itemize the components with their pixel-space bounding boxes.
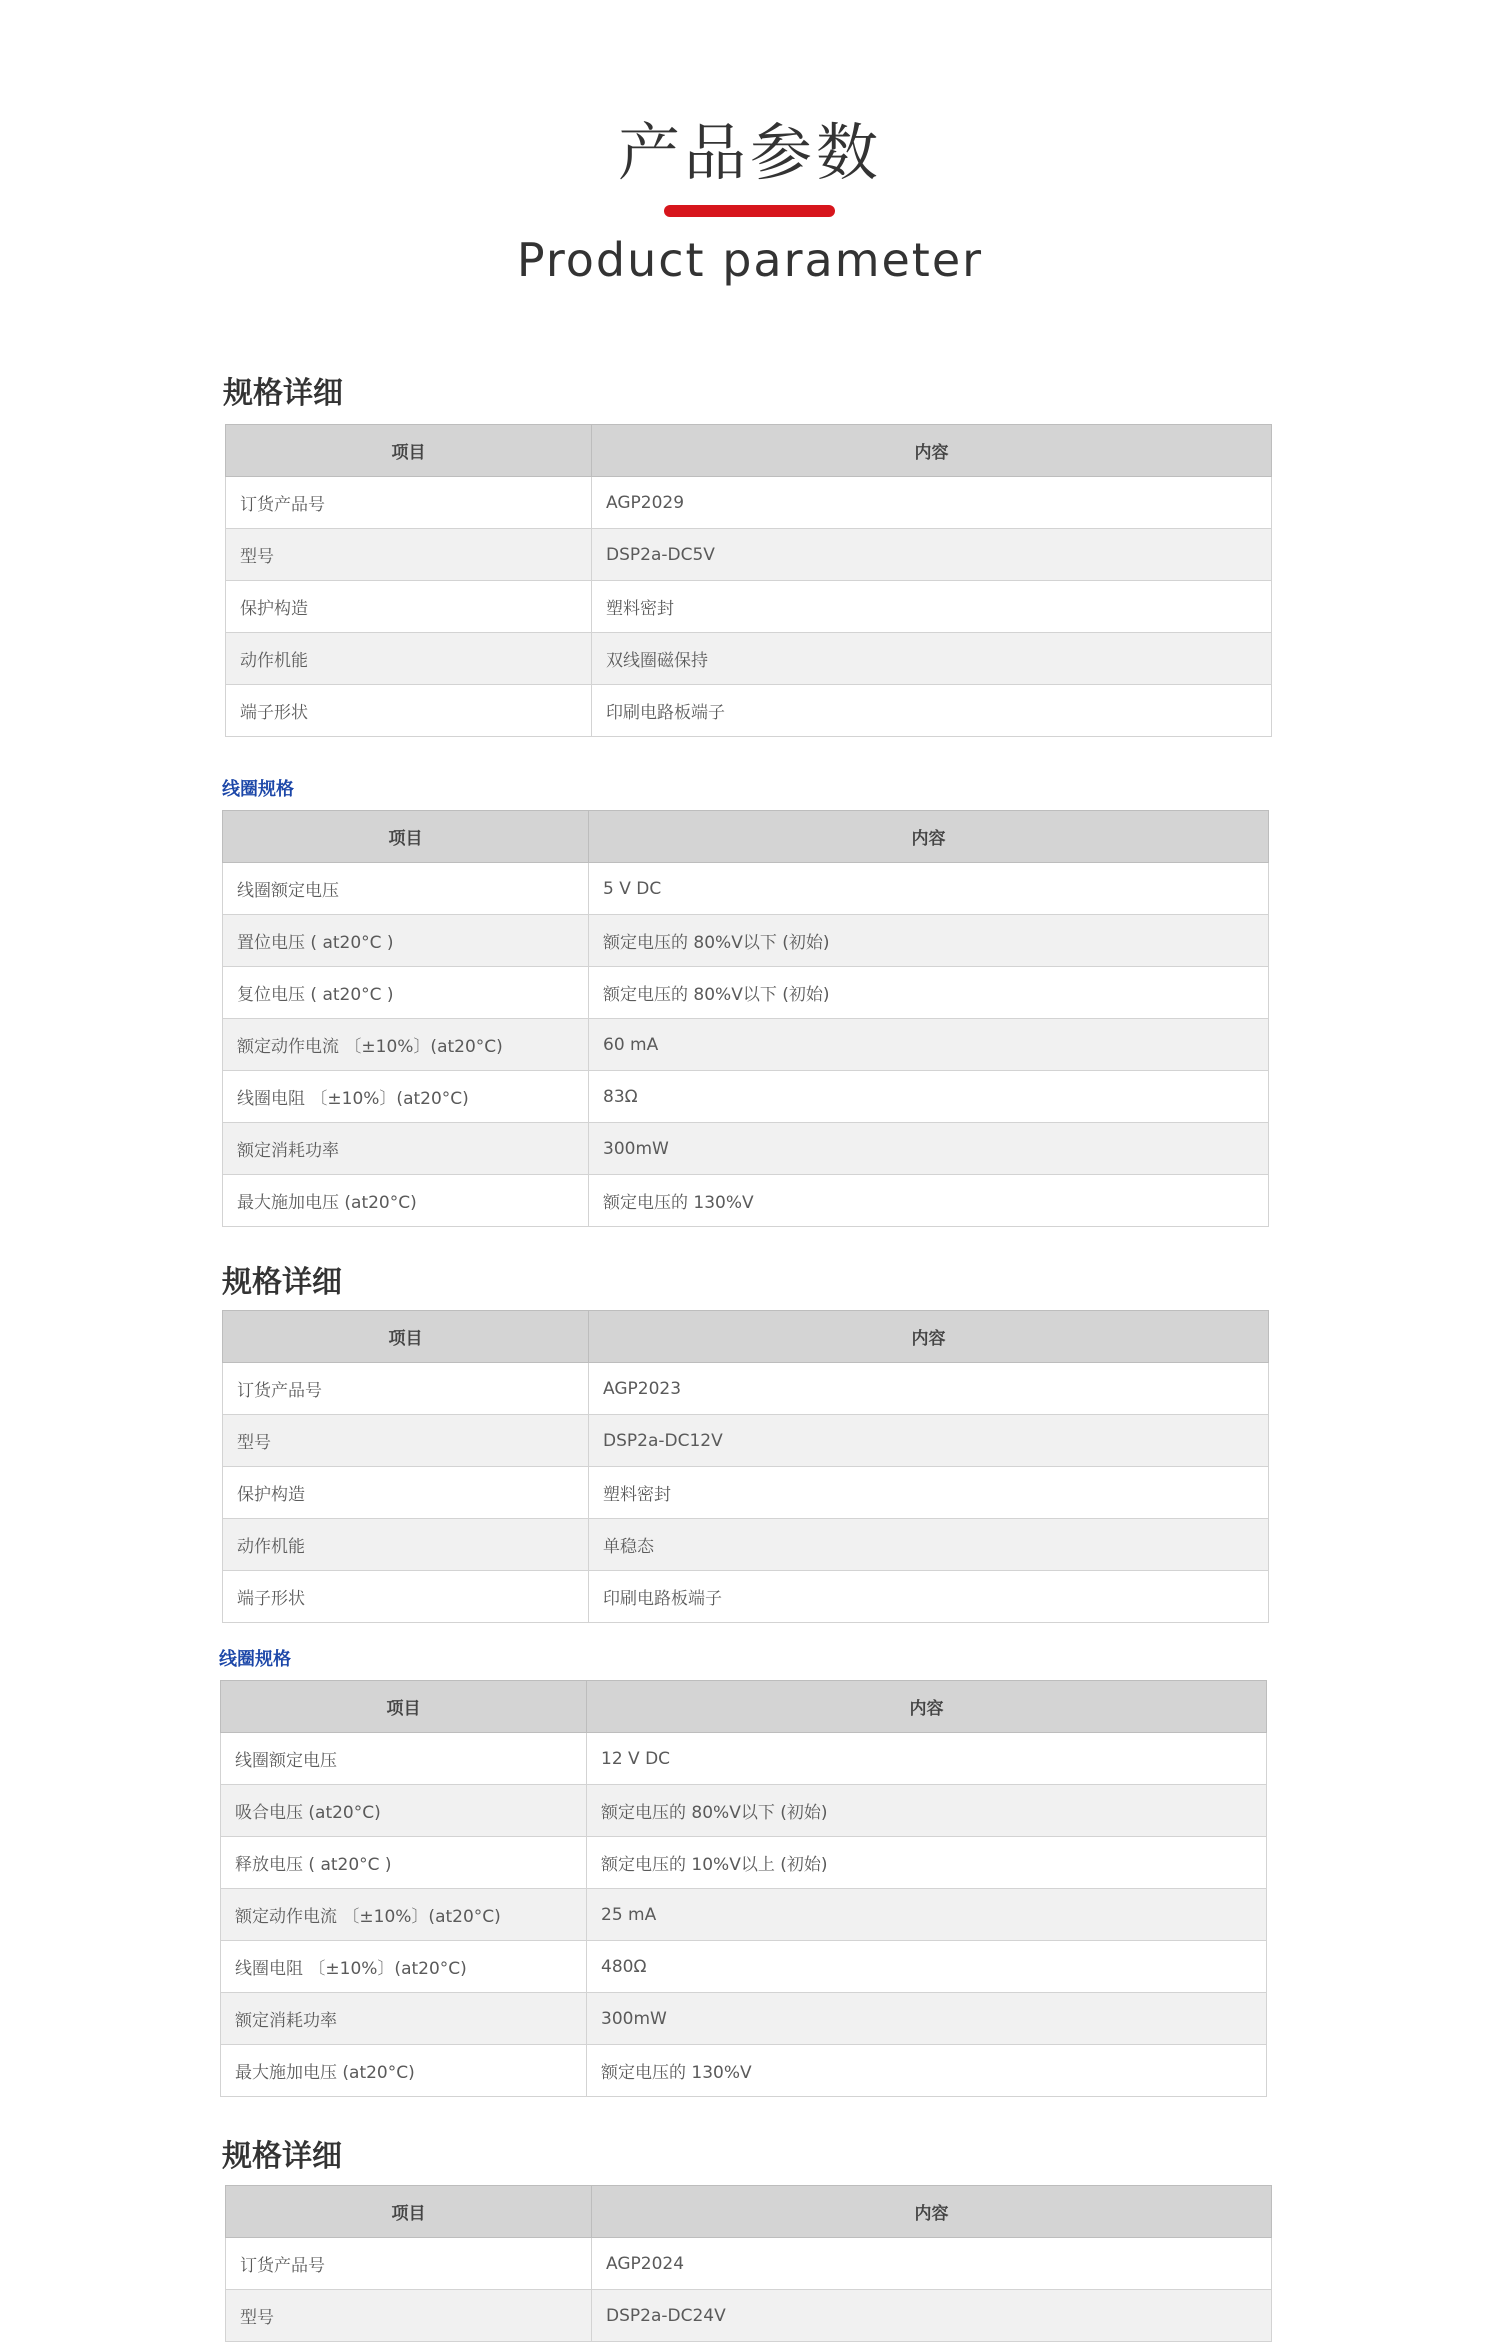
- item-cell: 型号: [226, 529, 592, 581]
- column-header-item: 项目: [226, 2186, 592, 2238]
- item-cell: 保护构造: [226, 581, 592, 633]
- item-cell: 额定动作电流 〔±10%〕(at20°C): [223, 1019, 589, 1071]
- table-row: [221, 1941, 1267, 1993]
- table-row: [226, 685, 1272, 737]
- content-cell: 300mW: [589, 1123, 1269, 1175]
- content-cell: 塑料密封: [589, 1467, 1269, 1519]
- coil-table: [222, 810, 1269, 1227]
- table-row: [223, 1019, 1269, 1071]
- content-cell: AGP2023: [589, 1363, 1269, 1415]
- table-row: [221, 1785, 1267, 1837]
- title-underline: [664, 205, 835, 217]
- content-cell: 额定电压的 130%V: [587, 2045, 1267, 2097]
- table-row: [223, 967, 1269, 1019]
- column-header-item: 项目: [226, 425, 592, 477]
- item-cell: 线圈电阻 〔±10%〕(at20°C): [221, 1941, 587, 1993]
- coil-table: [220, 1680, 1267, 2097]
- item-cell: 置位电压 ( at20°C ): [223, 915, 589, 967]
- content-cell: DSP2a-DC24V: [592, 2290, 1272, 2342]
- column-header-content: 内容: [589, 1311, 1269, 1363]
- content-cell: 双线圈磁保持: [592, 633, 1272, 685]
- column-header-content: 内容: [587, 1681, 1267, 1733]
- spec-table: [225, 2185, 1272, 2342]
- item-cell: 线圈额定电压: [221, 1733, 587, 1785]
- content-cell: DSP2a-DC12V: [589, 1415, 1269, 1467]
- coil-heading: 线圈规格: [222, 779, 294, 800]
- item-cell: 额定动作电流 〔±10%〕(at20°C): [221, 1889, 587, 1941]
- content-cell: 印刷电路板端子: [592, 685, 1272, 737]
- table-row: [223, 915, 1269, 967]
- item-cell: 额定消耗功率: [221, 1993, 587, 2045]
- content-cell: 60 mA: [589, 1019, 1269, 1071]
- table-row: [221, 1889, 1267, 1941]
- content-cell: 印刷电路板端子: [589, 1571, 1269, 1623]
- content-cell: 83Ω: [589, 1071, 1269, 1123]
- content-cell: 5 V DC: [589, 863, 1269, 915]
- column-header-item: 项目: [223, 811, 589, 863]
- content-cell: AGP2029: [592, 477, 1272, 529]
- content-cell: DSP2a-DC5V: [592, 529, 1272, 581]
- content-cell: 单稳态: [589, 1519, 1269, 1571]
- item-cell: 最大施加电压 (at20°C): [223, 1175, 589, 1227]
- table-row: [226, 2238, 1272, 2290]
- table-row: [221, 1733, 1267, 1785]
- content-cell: 额定电压的 80%V以下 (初始): [589, 967, 1269, 1019]
- item-cell: 保护构造: [223, 1467, 589, 1519]
- content-cell: 12 V DC: [587, 1733, 1267, 1785]
- spec-table: [225, 424, 1272, 737]
- item-cell: 订货产品号: [226, 2238, 592, 2290]
- content-cell: 额定电压的 80%V以下 (初始): [589, 915, 1269, 967]
- item-cell: 端子形状: [223, 1571, 589, 1623]
- content-cell: 480Ω: [587, 1941, 1267, 1993]
- item-cell: 型号: [223, 1415, 589, 1467]
- table-row: [226, 633, 1272, 685]
- column-header-content: 内容: [592, 2186, 1272, 2238]
- page-subtitle: Product parameter: [516, 233, 984, 287]
- spec-heading: 规格详细: [222, 2139, 342, 2174]
- table-row: [226, 529, 1272, 581]
- table-row: [226, 581, 1272, 633]
- table-row: [221, 1993, 1267, 2045]
- item-cell: 线圈电阻 〔±10%〕(at20°C): [223, 1071, 589, 1123]
- item-cell: 额定消耗功率: [223, 1123, 589, 1175]
- page-title: 产品参数: [617, 116, 882, 189]
- content-cell: 塑料密封: [592, 581, 1272, 633]
- item-cell: 动作机能: [226, 633, 592, 685]
- table-row: [223, 1571, 1269, 1623]
- spec-heading: 规格详细: [223, 376, 343, 411]
- content-cell: 额定电压的 130%V: [589, 1175, 1269, 1227]
- table-row: [223, 1415, 1269, 1467]
- content-cell: 25 mA: [587, 1889, 1267, 1941]
- table-row: [226, 2290, 1272, 2342]
- content-cell: 300mW: [587, 1993, 1267, 2045]
- table-row: [223, 1467, 1269, 1519]
- table-row: [221, 2045, 1267, 2097]
- item-cell: 复位电压 ( at20°C ): [223, 967, 589, 1019]
- item-cell: 吸合电压 (at20°C): [221, 1785, 587, 1837]
- content-cell: AGP2024: [592, 2238, 1272, 2290]
- coil-heading: 线圈规格: [219, 1649, 291, 1670]
- item-cell: 最大施加电压 (at20°C): [221, 2045, 587, 2097]
- content-cell: 额定电压的 80%V以下 (初始): [587, 1785, 1267, 1837]
- table-row: [223, 1123, 1269, 1175]
- column-header-content: 内容: [592, 425, 1272, 477]
- table-row: [223, 863, 1269, 915]
- item-cell: 订货产品号: [226, 477, 592, 529]
- column-header-content: 内容: [589, 811, 1269, 863]
- table-row: [226, 477, 1272, 529]
- item-cell: 动作机能: [223, 1519, 589, 1571]
- table-row: [221, 1837, 1267, 1889]
- item-cell: 线圈额定电压: [223, 863, 589, 915]
- table-row: [223, 1071, 1269, 1123]
- item-cell: 端子形状: [226, 685, 592, 737]
- item-cell: 释放电压 ( at20°C ): [221, 1837, 587, 1889]
- column-header-item: 项目: [223, 1311, 589, 1363]
- spec-heading: 规格详细: [222, 1265, 342, 1300]
- item-cell: 订货产品号: [223, 1363, 589, 1415]
- table-row: [223, 1175, 1269, 1227]
- item-cell: 型号: [226, 2290, 592, 2342]
- column-header-item: 项目: [221, 1681, 587, 1733]
- content-cell: 额定电压的 10%V以上 (初始): [587, 1837, 1267, 1889]
- spec-table: [222, 1310, 1269, 1623]
- table-row: [223, 1519, 1269, 1571]
- table-row: [223, 1363, 1269, 1415]
